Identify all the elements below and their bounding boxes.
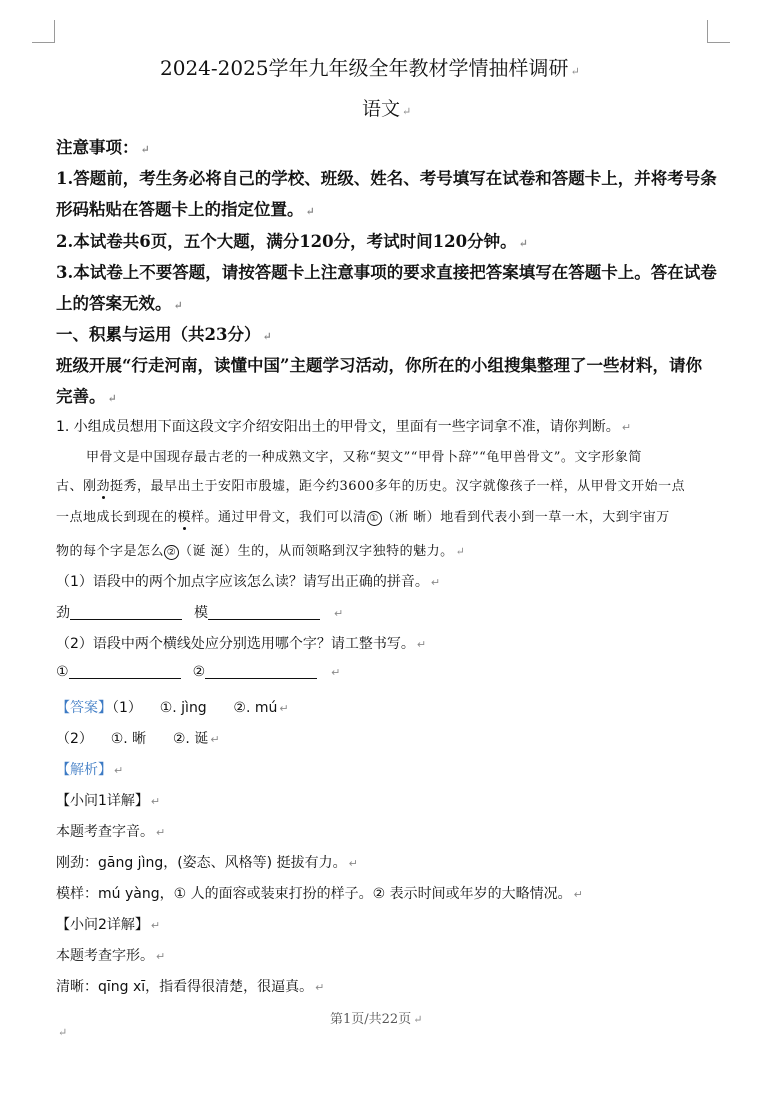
analysis-q1-item-1: 刚劲：gāng jìng，(姿态、风格等) 挺拔有力。 ↵	[56, 855, 358, 871]
paragraph-mark-icon: ↵	[156, 826, 166, 839]
section-1-intro-line-1: 班级开展“行走河南，读懂中国”主题学习活动，你所在的小组搜集整理了一些材料，请你	[56, 356, 702, 375]
analysis-q1-text: 本题考查字音。 ↵	[56, 824, 166, 840]
crop-mark-top-left	[32, 20, 55, 43]
paragraph-mark-icon: ↵	[573, 888, 583, 901]
subject-title: 语文 ↵	[362, 98, 412, 120]
answer-line-1: 【答案】（1） ①. jìng ②. mú ↵	[56, 700, 289, 716]
paragraph-mark-icon: ↵	[156, 950, 166, 963]
passage-line-2: 古、刚劲挺秀，最早出土于安阳市殷墟，距今约3600多年的历史。汉字就像孩子一样，从甲骨文开始一点	[56, 479, 686, 494]
sub-question-1: （1）语段中的两个加点字应该怎么读？请写出正确的拼音。 ↵	[56, 574, 441, 590]
blank-row-2: ① ② ↵	[56, 664, 341, 680]
paragraph-mark-icon: ↵	[114, 764, 124, 777]
passage-line-4: 物的每个字是怎么 ② （诞 涎）生的，从而领略到汉字独特的魅力。 ↵	[56, 544, 466, 559]
paragraph-mark-icon: ↵	[455, 545, 466, 558]
notice-item-1-line-2: 形码粘贴在答题卡上的指定位置。 ↵	[56, 200, 315, 219]
question-1-stem: 1. 小组成员想用下面这段文字介绍安阳出土的甲骨文，里面有一些字词拿不准，请你判断。 ↵	[56, 419, 632, 435]
answer-blank	[205, 664, 317, 679]
analysis-q2-text: 本题考查字形。 ↵	[56, 948, 166, 964]
section-1-intro-line-2: 完善。 ↵	[56, 387, 117, 406]
paragraph-mark-icon: ↵	[279, 702, 289, 715]
circled-number-1: ①	[367, 511, 382, 526]
circled-number-2: ②	[164, 545, 179, 560]
passage-line-3: 一点地成长到现在的模样。通过甲骨文，我们可以清 ① （淅 晰）地看到代表小到一草一木，大到宇宙万	[56, 510, 670, 525]
paragraph-mark-icon: ↵	[210, 733, 220, 746]
dotted-character: 模	[177, 510, 192, 525]
paragraph-mark-icon: ↵	[150, 795, 161, 808]
analysis-q2-item-1: 清晰：qīng xī，指看得很清楚，很逼真。 ↵	[56, 979, 325, 995]
paragraph-mark-icon: ↵	[402, 105, 412, 118]
paragraph-mark-icon: ↵	[413, 1013, 423, 1026]
analysis-q1-item-2: 模样：mú yàng，① 人的面容或装束打扮的样子。② 表示时间或年岁的大略情况。 ↵	[56, 886, 583, 902]
sub-question-2: （2）语段中两个横线处应分别选用哪个字？请工整书写。 ↵	[56, 636, 427, 652]
paragraph-mark-icon: ↵	[140, 143, 150, 156]
notice-item-2: 2.本试卷共6页，五个大题，满分120分，考试时间120分钟。 ↵	[56, 232, 528, 251]
answer-line-2: （2） ①. 晰 ②. 诞 ↵	[56, 731, 220, 747]
paragraph-mark-icon: ↵	[430, 576, 441, 589]
notice-heading: 注意事项： ↵	[56, 138, 150, 157]
analysis-q2-tag: 【小问2详解】 ↵	[56, 917, 161, 933]
blank-row-1: 劲 模 ↵	[56, 605, 344, 621]
paragraph-mark-icon: ↵	[570, 65, 580, 78]
paragraph-mark-icon: ↵	[621, 421, 632, 434]
paragraph-mark-icon: ↵	[150, 919, 161, 932]
crop-mark-top-right	[707, 20, 730, 43]
paragraph-mark-icon: ↵	[334, 607, 344, 620]
paragraph-mark-icon: ↵	[107, 392, 117, 405]
answer-blank	[69, 664, 181, 679]
section-1-heading: 一、积累与运用（共23分） ↵	[56, 325, 272, 344]
paragraph-mark-icon: ↵	[305, 205, 315, 218]
analysis-tag: 【解析】 ↵	[56, 762, 124, 778]
passage-line-1: 甲骨文是中国现存最古老的一种成熟文字，又称“契文”“甲骨卜辞”“龟甲兽骨文”。文字形象简	[86, 450, 642, 465]
answer-tag: 【答案】	[56, 700, 112, 716]
paragraph-mark-icon: ↵	[348, 857, 358, 870]
paragraph-mark-icon: ↵	[331, 666, 341, 679]
paragraph-mark-icon: ↵	[315, 981, 325, 994]
notice-item-3-line-1: 3.本试卷上不要答题，请按答题卡上注意事项的要求直接把答案填写在答题卡上。答在试卷	[56, 263, 717, 282]
dotted-character: 劲	[96, 479, 111, 494]
paragraph-mark-icon: ↵	[416, 638, 427, 651]
answer-blank	[70, 605, 182, 620]
paragraph-mark-icon: ↵	[58, 1026, 68, 1039]
paragraph-mark-icon: ↵	[262, 330, 272, 343]
answer-blank	[208, 605, 320, 620]
analysis-q1-tag: 【小问1详解】 ↵	[56, 793, 161, 809]
page-footer: 第1页/共22页 ↵	[330, 1012, 423, 1027]
notice-item-1-line-1: 1.答题前，考生务必将自己的学校、班级、姓名、考号填写在试卷和答题卡上，并将考号条	[56, 169, 717, 188]
paragraph-mark-icon: ↵	[173, 299, 183, 312]
paragraph-mark-icon: ↵	[518, 237, 528, 250]
notice-item-3-line-2: 上的答案无效。 ↵	[56, 294, 183, 313]
document-title: 2024-2025学年九年级全年教材学情抽样调研 ↵	[160, 56, 580, 80]
